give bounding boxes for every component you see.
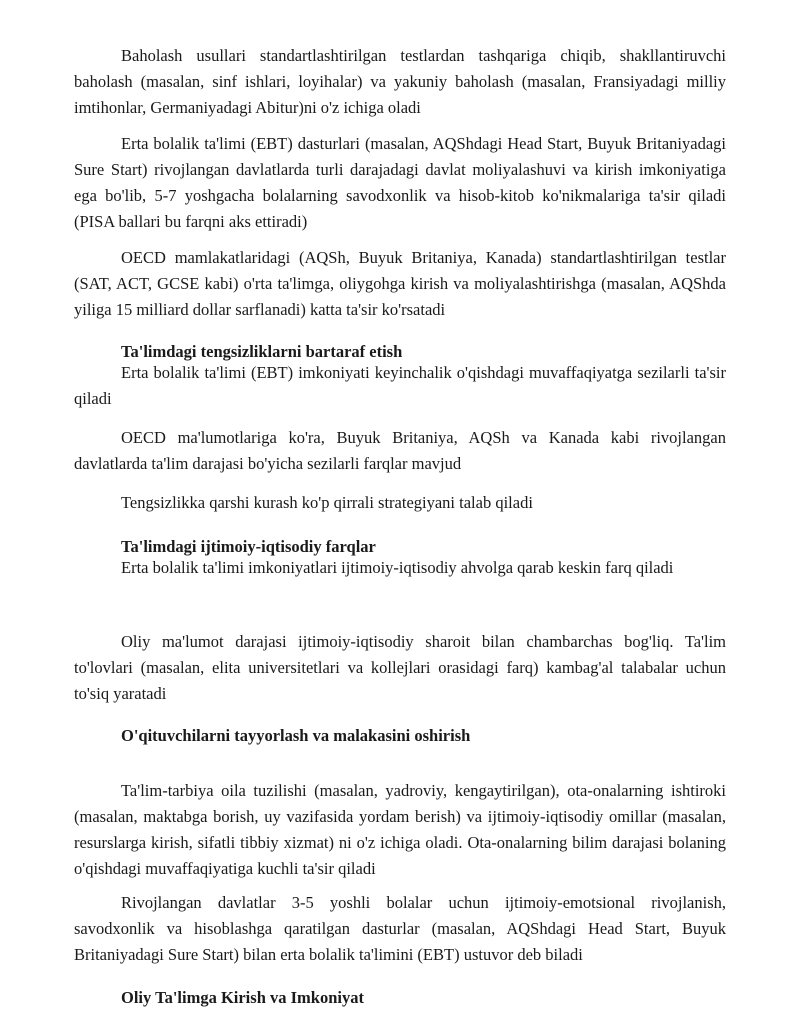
paragraph-ebt-access: Erta bolalik ta'limi (EBT) imkoniyati keyinchalik o'qishdagi muvaffaqiyatga sezilarli ta'sir qiladi xyxy=(74,363,726,408)
heading-teacher-training: O'qituvchilarni tayyorlash va malakasini oshirish xyxy=(121,726,471,745)
paragraph-developed-countries-ebt: Rivojlangan davlatlar 3-5 yoshli bolalar uchun ijtimoiy-emotsional rivojlanish, savodxonlik va hisoblashga qaratilgan dasturlar (masalan, AQShdagi Head Start, Buyuk Britaniyadagi Sure Start) bilan erta bolalik ta'limini (EBT) ustuvor deb biladi xyxy=(74,893,726,964)
paragraph-family-upbringing: Ta'lim-tarbiya oila tuzilishi (masalan, yadroviy, kengaytirilgan), ota-onalarning ishtiroki (masalan, maktabga borish, uy vazifasida yordam berish) va ijtimoiy-iqtisodiy omillar (masalan, resurslarga kirish, sifatli tibbiy xizmat) ni o'z ichiga oladi. Ota-onalarning bilim darajasi bolaning o'qishdagi muvaffaqiyatiga kuchli ta'sir qiladi xyxy=(74,781,726,878)
paragraph-oecd-data: OECD ma'lumotlariga ko'ra, Buyuk Britaniya, AQSh va Kanada kabi rivojlangan davlatlarda ta'lim darajasi bo'yicha sezilarli farqlar mavjud xyxy=(74,428,726,473)
heading-higher-education-access: Oliy Ta'limga Kirish va Imkoniyat xyxy=(121,988,364,1007)
heading-addressing-inequalities: Ta'limdagi tengsizliklarni bartaraf etish xyxy=(121,342,403,361)
paragraph-higher-education-level: Oliy ma'lumot darajasi ijtimoiy-iqtisodiy sharoit bilan chambarchas bog'liq. Ta'lim to'lovlari (masalan, elita universitetlari va kollejlari orasidagi farq) kambag'al talabalar uchun to'siq yaratadi xyxy=(74,632,726,703)
paragraph-assessment-methods: Baholash usullari standartlashtirilgan testlardan tashqariga chiqib, shakllantiruvchi baholash (masalan, sinf ishlari, loyihalar) va yakuniy baholash (masalan, Fransiyadagi milliy imtihonlar, Germaniyadagi Abitur)ni o'z ichiga oladi xyxy=(74,46,726,117)
paragraph-ebt-opportunities: Erta bolalik ta'limi imkoniyatlari ijtimoiy-iqtisodiy ahvolga qarab keskin farq qiladi xyxy=(121,558,674,577)
paragraph-inequality-strategy: Tengsizlikka qarshi kurash ko'p qirrali strategiyani talab qiladi xyxy=(121,493,533,512)
paragraph-standardized-tests: OECD mamlakatlaridagi (AQSh, Buyuk Britaniya, Kanada) standartlashtirilgan testlar (SAT, ACT, GCSE kabi) o'rta ta'limga, oliygohga kirish va moliyalashtirishga (masalan, AQShda yiliga 15 milliard dollar sarflanadi) katta ta'sir ko'rsatadi xyxy=(74,248,726,319)
heading-socioeconomic-gaps: Ta'limdagi ijtimoiy-iqtisodiy farqlar xyxy=(121,537,376,556)
paragraph-early-childhood-programs: Erta bolalik ta'limi (EBT) dasturlari (masalan, AQShdagi Head Start, Buyuk Britaniyadagi Sure Start) rivojlangan davlatlarda turli darajadagi davlat moliyalashuvi va kirish imkoniyatiga ega bo'lib, 5-7 yoshgacha bolalarning savodxonlik va hisob-kitob ko'nikmalariga ta'sir qiladi (PISA ballari bu farqni aks ettiradi) xyxy=(74,134,726,231)
